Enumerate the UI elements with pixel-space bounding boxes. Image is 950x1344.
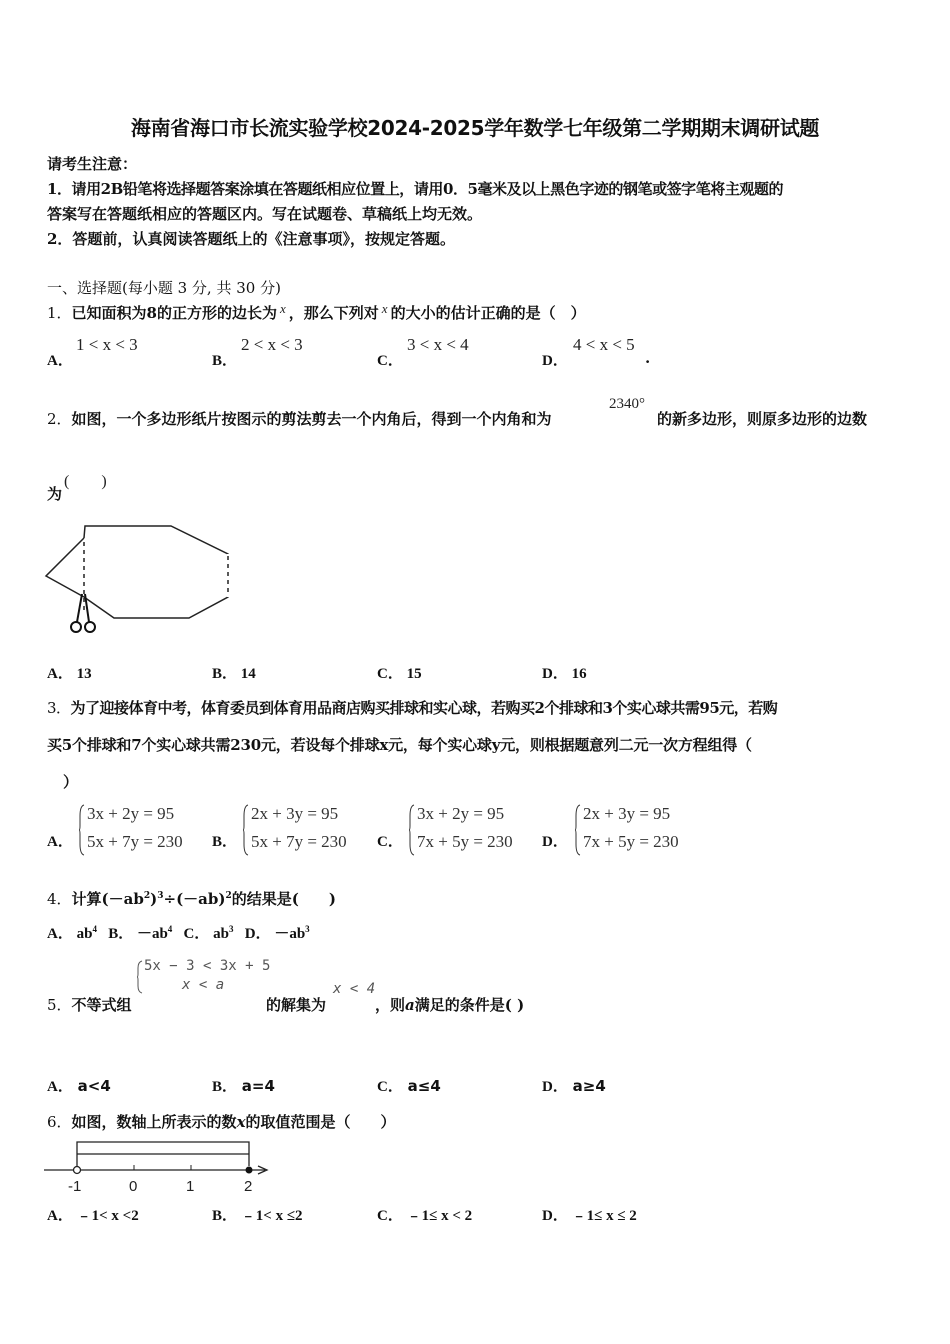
q5-solution: x < 4	[333, 981, 376, 997]
q3-line-2: 买5个排球和7个实心球共需230元，若设每个排球x元，每个实心球y元，则根据题意列二元一次方程组得（	[47, 736, 752, 754]
q2-text-b: 的新多边形，则原多边形的边数	[657, 410, 868, 428]
q6-option-b: B． ﹣1< x ≤2	[212, 1208, 303, 1224]
q5-option-a: A． a<4	[47, 1077, 111, 1095]
axis-label-2: 2	[244, 1178, 253, 1195]
question-number: 2．	[47, 410, 72, 428]
q3-option-d-label: D．	[542, 834, 568, 850]
q1-option-d: 4 < x < 5	[573, 335, 635, 354]
q2-option-b: B． 14	[212, 666, 256, 682]
scissors-icon	[71, 594, 95, 632]
notice-line-1b: 答案写在答题纸相应的答题区内。写在试题卷、草稿纸上均无效。	[47, 205, 483, 223]
q3-option-a-label: A．	[47, 834, 73, 850]
number-line-figure	[40, 1135, 280, 1197]
q2-option-d: D． 16	[542, 666, 587, 682]
q5-text-b: 的解集为	[266, 996, 327, 1014]
q4-options: A． $ab^4$ B． $-ab^4$ C． $ab^3$ D． $-ab^3$	[47, 924, 310, 942]
notice-line-1: 1．请用2B铅笔将选择题答案涂填在答题纸相应位置上，请用0．5毫米及以上黑色字迹的钢笔或签字笔将主观题的	[47, 180, 784, 198]
q6-option-a: A． ﹣1< x <2	[47, 1208, 139, 1224]
q5-option-b: B． a=4	[212, 1077, 275, 1095]
q1-option-c: 3 < x < 4	[407, 335, 469, 354]
question-number: 4．	[47, 890, 72, 908]
section-heading: 一、选择题(每小题 3 分, 共 30 分)	[47, 279, 281, 297]
question-3: 3．为了迎接体育中考，体育委员到体育用品商店购买排球和实心球，若购买2个排球和3个实心球共需95元，若购	[47, 699, 778, 717]
question-number: 5．	[47, 996, 72, 1014]
q1-option-d-label: D．	[542, 353, 568, 369]
polygon-figure	[40, 518, 240, 636]
q3-line-3: ）	[63, 773, 79, 791]
closed-endpoint	[246, 1167, 253, 1174]
axis-label-1: 1	[186, 1178, 195, 1195]
question-2: 2．如图，一个多边形纸片按图示的剪法剪去一个内角后，得到一个内角和为	[47, 410, 552, 428]
notice-heading: 请考生注意：	[47, 155, 138, 173]
q1-option-b: 2 < x < 3	[241, 335, 303, 354]
notice-line-2: 2．答题前，认真阅读答题纸上的《注意事项》，按规定答题。	[47, 230, 455, 248]
cut-corner	[46, 538, 84, 597]
question-6: 6．如图，数轴上所表示的数x的取值范围是（ ）	[47, 1113, 396, 1131]
q2-option-c: C． 15	[377, 666, 422, 682]
q5-option-c: C． a≤4	[377, 1077, 441, 1095]
q1-option-b-label: B．	[212, 353, 238, 369]
q3-option-c-label: C．	[377, 834, 403, 850]
q6-option-c: C． ﹣1≤ x < 2	[377, 1208, 473, 1224]
q1-option-c-label: C．	[377, 353, 403, 369]
q2-angle: 2340°	[609, 396, 645, 412]
q6-option-d: D． ﹣1≤ x ≤ 2	[542, 1208, 637, 1224]
question-number: 3．	[47, 699, 71, 717]
q5-text-c: ，则a满足的条件是( )	[375, 996, 525, 1014]
question-1: 1．已知面积为8的正方形的边长为 x ，那么下列对 x 的大小的估计正确的是（ ）	[47, 301, 586, 322]
page-title: 海南省海口市长流实验学校2024-2025学年数学七年级第二学期期末调研试题	[130, 116, 820, 140]
question-5: 5．不等式组	[47, 996, 132, 1014]
axis-label-neg1: -1	[68, 1178, 82, 1195]
question-4: 4．计算$(-ab^2)^3\div(-ab)^2$的结果是( )	[47, 890, 336, 908]
polygon-outline	[84, 526, 228, 618]
q2-paren: ( )	[64, 473, 107, 490]
q5-option-d: D． a≥4	[542, 1077, 606, 1095]
q1-end-dot: .	[645, 349, 651, 367]
q2-option-a: A． 13	[47, 666, 92, 682]
axis-label-0: 0	[129, 1178, 138, 1195]
q1-option-a: 1 < x < 3	[76, 335, 138, 354]
question-number: 1．	[47, 304, 72, 322]
open-endpoint	[74, 1167, 81, 1174]
question-number: 6．	[47, 1113, 72, 1131]
q2-text-c: 为	[47, 485, 63, 503]
q1-option-a-label: A．	[47, 353, 73, 369]
q3-option-b-label: B．	[212, 834, 238, 850]
